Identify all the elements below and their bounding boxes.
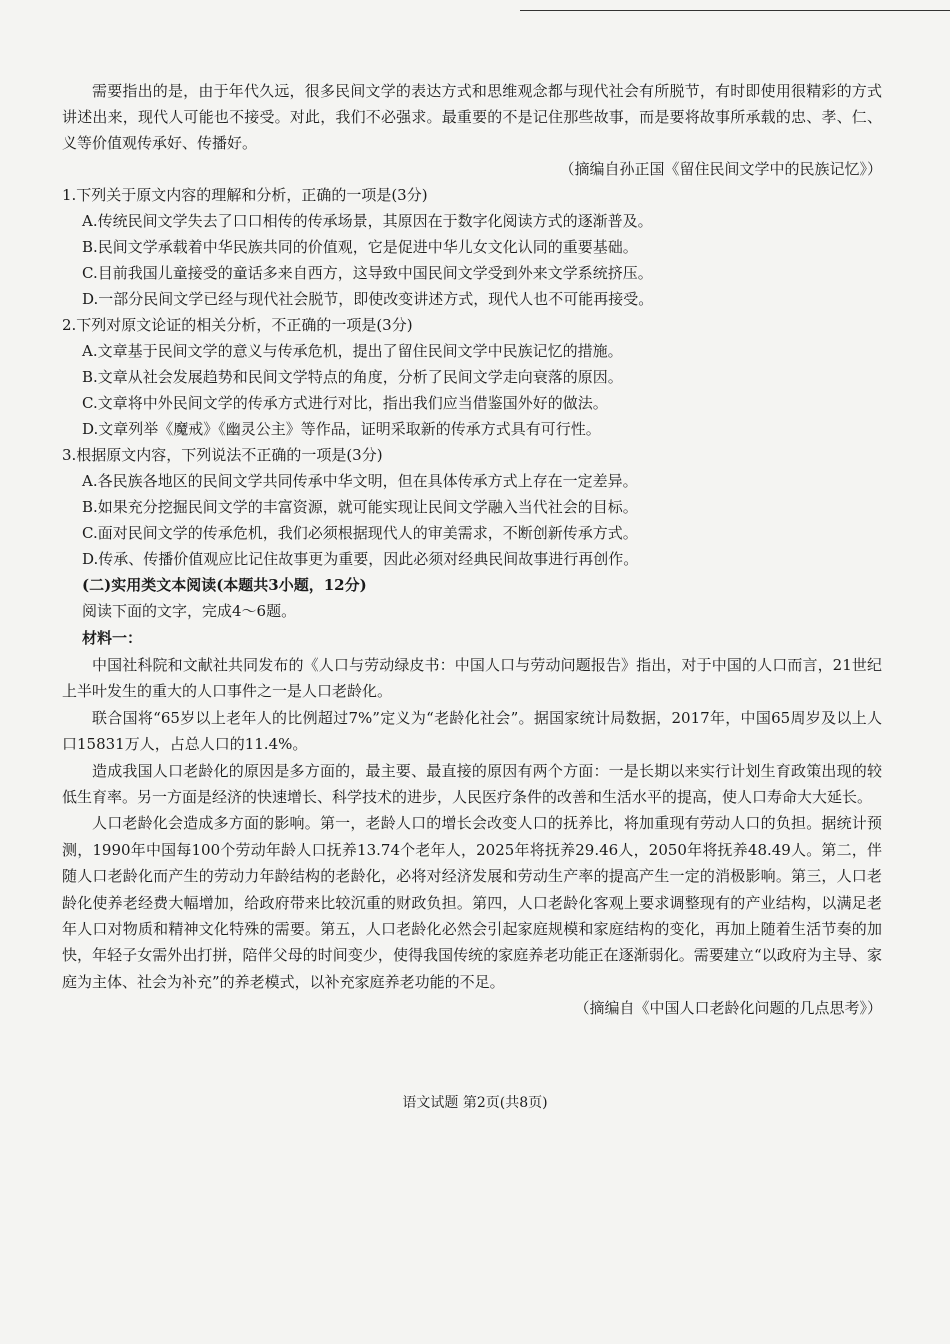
question-1-option-d: D.一部分民间文学已经与现代社会脱节，即使改变讲述方式，现代人也不可能再接受。 (82, 290, 654, 308)
top-rule (520, 10, 950, 11)
source-citation: （摘编自《中国人口老龄化问题的几点思考》） (574, 999, 882, 1018)
material-paragraph: 人口老龄化会造成多方面的影响。第一，老龄人口的增长会改变人口的抚养比，将加重现有劳动人口的负担。据统计预测，1990年中国每100个劳动年龄人口抚养13.74个老年人，2025年将抚养29.46人，2050年将抚养48.49人。第二，伴随人口老龄化而产生的劳动力年龄结构的老龄化，必将对经济发展和劳动生产率的提高产生一定的消极影响。第三，人口老龄化使养老经费大幅增加，给政府带来比较沉重的财政负担。第四，人口老龄化客观上要求调整现有的产业结构，以满足老年人口对物质和精神文化特殊的需要。第五，人口老龄化必然会引起家庭规模和家庭结构的变化，再加上随着生活节奏的加快，年轻子女需外出打拼，陪伴父母的时间变少，使得我国传统的家庭养老功能正在逐渐弱化。需要建立“以政府为主导、家庭为主体、社会为补充”的养老模式，以补充家庭养老功能的不足。 (62, 814, 882, 991)
question-2-option-b: B.文章从社会发展趋势和民间文学特点的角度，分析了民间文学走向衰落的原因。 (82, 368, 623, 386)
section-heading: (二)实用类文本阅读(本题共3小题，12分) (82, 576, 367, 594)
material-label: 材料一： (82, 629, 143, 647)
question-1-option-b: B.民间文学承载着中华民族共同的价值观，它是促进中华儿女文化认同的重要基础。 (82, 238, 638, 256)
question-3-option-c: C.面对民间文学的传承危机，我们必须根据现代人的审美需求，不断创新传承方式。 (82, 524, 638, 542)
question-2-option-c: C.文章将中外民间文学的传承方式进行对比，指出我们应当借鉴国外好的做法。 (82, 394, 608, 412)
material-paragraph: 造成我国人口老龄化的原因是多方面的，最主要、最直接的原因有两个方面：一是长期以来实行计划生育政策出现的较低生育率。另一方面是经济的快速增长、科学技术的进步，人民医疗条件的改善和生活水平的提高，使人口寿命大大延长。 (62, 761, 882, 807)
question-2-option-a: A.文章基于民间文学的意义与传承危机，提出了留住民间文学中民族记忆的措施。 (82, 342, 623, 360)
page-content (62, 78, 882, 1021)
reading-instruction: 阅读下面的文字，完成4～6题。 (82, 602, 297, 620)
question-2-option-d: D.文章列举《魔戒》《幽灵公主》等作品，证明采取新的传承方式具有可行性。 (82, 420, 601, 438)
question-2-stem: 2.下列对原文论证的相关分析，不正确的一项是(3分) (62, 316, 413, 334)
source-citation: （摘编自孙正国《留住民间文学中的民族记忆》） (559, 160, 882, 178)
question-3-option-a: A.各民族各地区的民间文学共同传承中华文明，但在具体传承方式上存在一定差异。 (82, 472, 638, 490)
passage-paragraph: 需要指出的是，由于年代久远，很多民间文学的表达方式和思维观念都与现代社会有所脱节，有时即使用很精彩的方式讲述出来，现代人可能也不接受。对此，我们不必强求。最重要的不是记住那些故事，而是要将故事所承载的忠、孝、仁、义等价值观传承好、传播好。 (62, 82, 882, 152)
question-3-stem: 3.根据原文内容，下列说法不正确的一项是(3分) (62, 446, 383, 464)
question-3-option-d: D.传承、传播价值观应比记住故事更为重要，因此必须对经典民间故事进行再创作。 (82, 550, 639, 568)
material-paragraph: 联合国将“65岁以上老年人的比例超过7%”定义为“老龄化社会”。据国家统计局数据，2017年，中国65周岁及以上人口15831万人，占总人口的11.4%。 (62, 708, 882, 754)
question-1-option-c: C.目前我国儿童接受的童话多来自西方，这导致中国民间文学受到外来文学系统挤压。 (82, 264, 653, 282)
question-1-stem: 1.下列关于原文内容的理解和分析，正确的一项是(3分) (62, 186, 428, 204)
material-passage (62, 652, 882, 995)
question-1-option-a: A.传统民间文学失去了口口相传的传承场景，其原因在于数字化阅读方式的逐渐普及。 (82, 212, 653, 230)
page-footer: 语文试题 第2页(共8页) (402, 1095, 548, 1111)
material-paragraph: 中国社科院和文献社共同发布的《人口与劳动绿皮书：中国人口与劳动问题报告》指出，对于中国的人口而言，21世纪上半叶发生的重大的人口事件之一是人口老龄化。 (62, 656, 882, 701)
question-3-option-b: B.如果充分挖掘民间文学的丰富资源，就可能实现让民间文学融入当代社会的目标。 (82, 498, 638, 516)
